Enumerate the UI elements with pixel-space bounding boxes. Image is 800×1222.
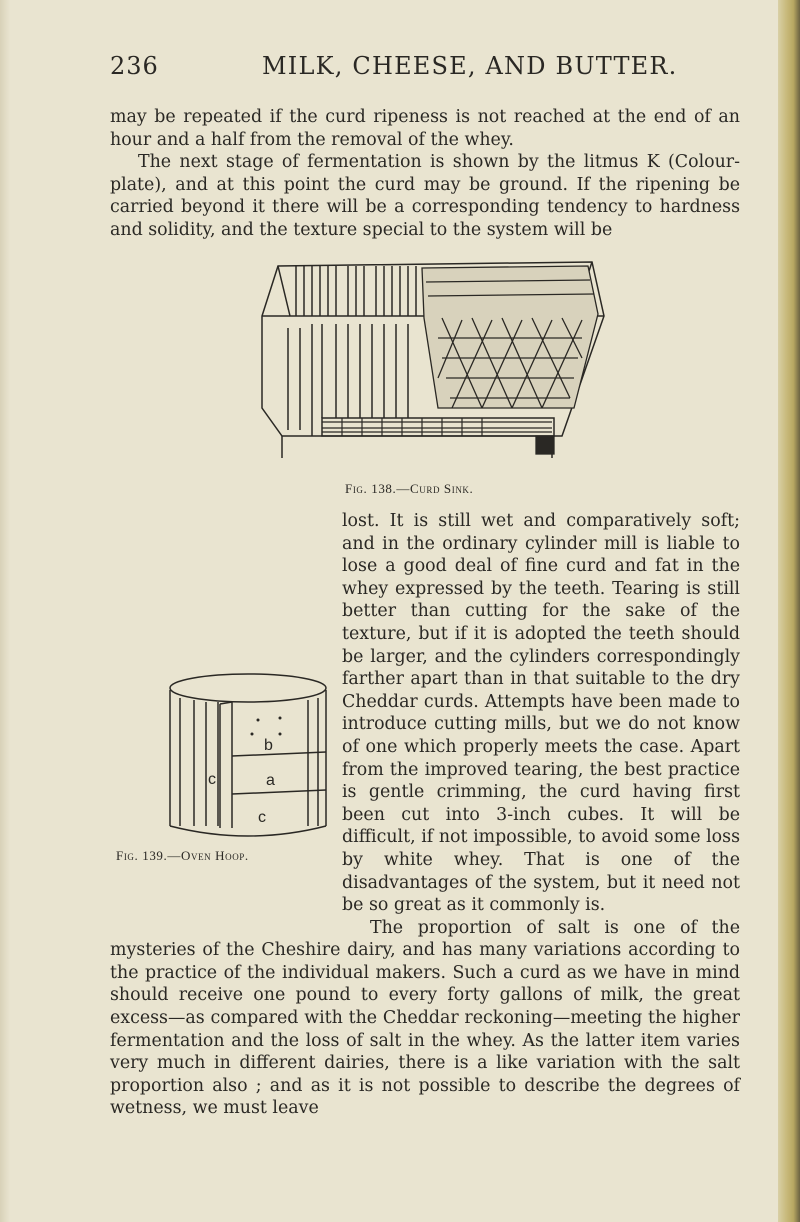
- label-c: c: [208, 771, 216, 788]
- front-grating: [322, 418, 552, 436]
- fig-138-caption: Fig. 138.—Curd Sink.: [345, 481, 474, 496]
- paragraph-fermentation: The next stage of fermentation is shown by the litmus K (Colour-plate), and at this point the curd may be ground. If the ripening be carried beyond it there will be a corresponding tendency to hardness and solidity, and the texture special to the system will be: [110, 152, 740, 240]
- running-title: MILK, CHEESE, AND BUTTER.: [262, 52, 678, 80]
- running-head: [110, 52, 740, 86]
- hoop-top-ring: [170, 674, 326, 702]
- vertical-slats: [288, 266, 416, 436]
- sink-drain: [536, 436, 554, 454]
- top-text: [110, 106, 740, 242]
- label-a: a: [266, 772, 275, 789]
- paragraph-salt: The proportion of salt is one of the mysteries of the Cheshire dairy, and has many variations according to the practice of the individual makers. Such a curd as we have in mind should receive one pound to every forty gallons of milk, the great excess—as compared with the Cheddar reckoning—meeting the higher fermentation and the loss of salt in the whey. As the latter item varies very much in different dairies, there is a like variation with the salt proportion also ; and as it is not possible to describe the degrees of wetness, we must leave: [110, 917, 740, 1119]
- page-number: 236: [110, 52, 159, 80]
- hoop-bottom-ring: [170, 826, 326, 836]
- oven-hoop-illustration: [140, 668, 340, 838]
- page-edge-left: [0, 0, 10, 1222]
- curd-sink-illustration: [252, 258, 612, 472]
- fig-139-caption: Fig. 139.—Oven Hoop.: [116, 848, 249, 863]
- sink-base: [322, 418, 554, 436]
- label-c-lower: c: [258, 809, 266, 826]
- paragraph-continuation: may be repeated if the curd ripeness is not reached at the end of an hour and a half from the removal of the whey.: [110, 107, 740, 150]
- paragraph-texture: lost. It is still wet and comparatively soft; and in the ordinary cylinder mill is liable to lose a good deal of fine curd and fat in the whey expressed by the teeth. Tearing is still better than cutting for the sake of the texture, but if it is adopted the teeth should be larger, and the cylinders correspondingly farther apart than in that suitable to the dry Cheddar curds. Attempts have been made to introduce cutting mills, but we do not know of one which properly meets the case. Apart from the improved tearing, the best practice is gentle crimming, the curd having first been cut into 3-inch cubes. It will be difficult, if not impossible, to avoid some loss by white whey. That is one of the disadvantages of the system, but it need not be so great as it commonly is.: [110, 510, 740, 917]
- label-b: b: [264, 737, 273, 754]
- curd-basket: [422, 266, 598, 454]
- page-edge-right: [778, 0, 800, 1222]
